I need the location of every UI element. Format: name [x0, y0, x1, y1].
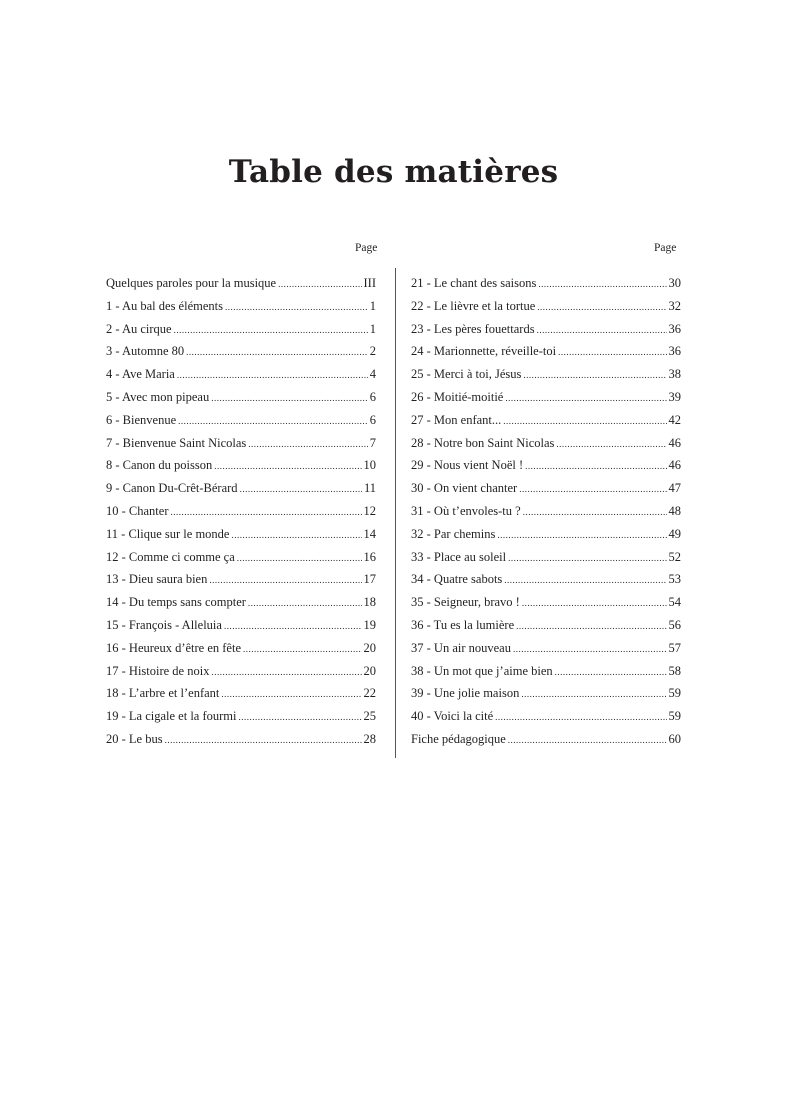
- toc-entry-page-number: 58: [668, 663, 681, 678]
- toc-entry: [411, 527, 681, 550]
- toc-entry-page-number: 36: [668, 344, 681, 359]
- dot-leader: [508, 735, 667, 745]
- dot-leader: [525, 461, 666, 471]
- toc-entry-title: 32 - Par chemins: [411, 526, 496, 541]
- toc-entry-page-number: 42: [668, 412, 681, 427]
- toc-entry-title: 8 - Canon du poisson: [106, 458, 213, 473]
- toc-entry-title: 2 - Au cirque: [106, 321, 172, 336]
- toc-entry-page-number: 36: [668, 321, 681, 336]
- toc-entry-page-number: 14: [363, 526, 376, 541]
- toc-entry-title: 25 - Merci à toi, Jésus: [411, 367, 522, 382]
- dot-leader: [521, 689, 666, 699]
- toc-entry: [411, 550, 681, 573]
- toc-entry: [411, 299, 681, 322]
- dot-leader: [248, 598, 362, 608]
- dot-leader: [537, 302, 666, 312]
- toc-entry-page-number: 46: [668, 458, 681, 473]
- toc-entry: [106, 481, 376, 504]
- toc-entry-page-number: 19: [363, 617, 376, 632]
- toc-entry-page-number: 16: [363, 549, 376, 564]
- toc-entry: [411, 572, 681, 595]
- toc-entry: [106, 664, 376, 687]
- toc-entry-title: 14 - Du temps sans compter: [106, 595, 246, 610]
- dot-leader: [523, 507, 667, 517]
- toc-entry-title: 3 - Automne 80: [106, 344, 185, 359]
- toc-entry-title: 22 - Le lièvre et la tortue: [411, 298, 536, 313]
- toc-entry: [411, 322, 681, 345]
- dot-leader: [248, 439, 368, 449]
- toc-entry-page-number: 48: [668, 503, 681, 518]
- toc-entry: [106, 618, 376, 641]
- dot-leader: [519, 484, 666, 494]
- dot-leader: [170, 507, 361, 517]
- toc-entry: [106, 322, 376, 345]
- toc-entry: [411, 618, 681, 641]
- toc-entry: [411, 481, 681, 504]
- toc-entry: [106, 550, 376, 573]
- toc-entry-title: 40 - Voici la cité: [411, 709, 494, 724]
- toc-entry: [411, 732, 681, 755]
- toc-entry-page-number: 53: [668, 572, 681, 587]
- toc-entry-page-number: 56: [668, 617, 681, 632]
- toc-entry-title: 39 - Une jolie maison: [411, 686, 520, 701]
- toc-entry-page-number: 52: [668, 549, 681, 564]
- dot-leader: [537, 325, 667, 335]
- toc-entry-page-number: 28: [363, 731, 376, 746]
- toc-entry-page-number: 46: [668, 435, 681, 450]
- toc-entry: [411, 276, 681, 299]
- right-page-column-header: Page: [654, 242, 677, 254]
- toc-entry-title: 27 - Mon enfant...: [411, 412, 502, 427]
- toc-entry-page-number: 7: [369, 435, 376, 450]
- dot-leader: [278, 279, 361, 289]
- toc-entry-title: 15 - François - Alleluia: [106, 617, 222, 632]
- toc-entry: [106, 641, 376, 664]
- toc-entry: [106, 367, 376, 390]
- toc-entry: [106, 436, 376, 459]
- dot-leader: [522, 598, 667, 608]
- dot-leader: [214, 461, 361, 471]
- toc-entry-title: 4 - Ave Maria: [106, 367, 175, 382]
- toc-entry: [106, 458, 376, 481]
- dot-leader: [174, 325, 368, 335]
- toc-entry-title: 20 - Le bus: [106, 731, 163, 746]
- dot-leader: [516, 621, 666, 631]
- toc-entry-title: 19 - La cigale et la fourmi: [106, 709, 237, 724]
- toc-entry-page-number: 22: [363, 686, 376, 701]
- toc-entry: [106, 276, 376, 299]
- dot-leader: [508, 553, 666, 563]
- toc-entry: [411, 436, 681, 459]
- toc-entry-page-number: 1: [369, 298, 376, 313]
- dot-leader: [495, 712, 666, 722]
- toc-entry-page-number: 57: [668, 640, 681, 655]
- toc-entry-page-number: 4: [369, 367, 376, 382]
- toc-entry-page-number: 2: [369, 344, 376, 359]
- dot-leader: [209, 575, 361, 585]
- toc-entry: [411, 504, 681, 527]
- toc-entry-title: 30 - On vient chanter: [411, 481, 518, 496]
- toc-entry-title: 12 - Comme ci comme ça: [106, 549, 235, 564]
- toc-entry: [106, 299, 376, 322]
- toc-entry-title: 16 - Heureux d’être en fête: [106, 640, 241, 655]
- toc-entry-page-number: 60: [668, 731, 681, 746]
- toc-entry: [106, 504, 376, 527]
- left-page-column-header: Page: [355, 242, 378, 254]
- toc-entry-page-number: 39: [668, 389, 681, 404]
- toc-entry-page-number: III: [363, 276, 376, 290]
- toc-entry-page-number: 17: [363, 572, 376, 587]
- dot-leader: [224, 621, 362, 631]
- toc-entry: [106, 732, 376, 755]
- toc-entry-page-number: 30: [668, 276, 681, 290]
- toc-entry: [106, 344, 376, 367]
- dot-leader: [178, 416, 368, 426]
- toc-entry-title: 35 - Seigneur, bravo !: [411, 595, 520, 610]
- toc-entry-page-number: 18: [363, 595, 376, 610]
- toc-entry-title: 38 - Un mot que j’aime bien: [411, 663, 553, 678]
- toc-entry-page-number: 1: [369, 321, 376, 336]
- toc-entry-title: 9 - Canon Du-Crêt-Bérard: [106, 481, 238, 496]
- toc-entry-page-number: 10: [363, 458, 376, 473]
- dot-leader: [211, 393, 368, 403]
- toc-entry: [411, 641, 681, 664]
- toc-entry-title: 28 - Notre bon Saint Nicolas: [411, 435, 555, 450]
- toc-entry-title: 10 - Chanter: [106, 503, 169, 518]
- dot-leader: [243, 644, 362, 654]
- toc-entry: [106, 595, 376, 618]
- dot-leader: [225, 302, 368, 312]
- toc-entry-title: 21 - Le chant des saisons: [411, 276, 537, 290]
- toc-entry-title: Quelques paroles pour la musique: [106, 276, 277, 290]
- toc-entry: [411, 595, 681, 618]
- toc-entry: [106, 709, 376, 732]
- toc-entry-title: 37 - Un air nouveau: [411, 640, 511, 655]
- dot-leader: [177, 370, 368, 380]
- toc-entry-page-number: 59: [668, 709, 681, 724]
- toc-entry-title: 5 - Avec mon pipeau: [106, 389, 210, 404]
- dot-leader: [497, 530, 666, 540]
- toc-entry: [106, 390, 376, 413]
- dot-leader: [231, 530, 361, 540]
- dot-leader: [523, 370, 666, 380]
- toc-entry-title: 18 - L’arbre et l’enfant: [106, 686, 220, 701]
- toc-entry: [411, 390, 681, 413]
- toc-entry-title: 24 - Marionnette, réveille-toi: [411, 344, 557, 359]
- dot-leader: [186, 347, 368, 357]
- dot-leader: [555, 667, 667, 677]
- toc-entry: [411, 458, 681, 481]
- toc-entry: [411, 413, 681, 436]
- dot-leader: [504, 575, 666, 585]
- toc-entry: [411, 367, 681, 390]
- toc-entry-page-number: 49: [668, 526, 681, 541]
- dot-leader: [503, 416, 666, 426]
- toc-entry-title: 7 - Bienvenue Saint Nicolas: [106, 435, 247, 450]
- toc-entry-page-number: 47: [668, 481, 681, 496]
- toc-entry-title: Fiche pédagogique: [411, 731, 506, 746]
- dot-leader: [165, 735, 362, 745]
- toc-entry-title: 6 - Bienvenue: [106, 412, 177, 427]
- toc-entry-page-number: 20: [363, 663, 376, 678]
- toc-entry-title: 1 - Au bal des éléments: [106, 298, 223, 313]
- toc-entry-page-number: 11: [363, 481, 376, 496]
- toc-entry-title: 11 - Clique sur le monde: [106, 526, 230, 541]
- dot-leader: [556, 439, 666, 449]
- toc-entry: [106, 527, 376, 550]
- dot-leader: [538, 279, 666, 289]
- toc-right-column: [411, 276, 681, 755]
- toc-entry-page-number: 54: [668, 595, 681, 610]
- column-divider: [395, 268, 396, 758]
- dot-leader: [211, 667, 361, 677]
- toc-entry: [411, 664, 681, 687]
- toc-entry-title: 13 - Dieu saura bien: [106, 572, 208, 587]
- toc-entry-page-number: 6: [369, 389, 376, 404]
- toc-entry-title: 31 - Où t’envoles-tu ?: [411, 503, 521, 518]
- toc-entry: [411, 686, 681, 709]
- dot-leader: [505, 393, 666, 403]
- toc-entry-page-number: 25: [363, 709, 376, 724]
- dot-leader: [240, 484, 362, 494]
- toc-entry-title: 34 - Quatre sabots: [411, 572, 503, 587]
- toc-entry-page-number: 32: [668, 298, 681, 313]
- toc-entry-title: 23 - Les pères fouettards: [411, 321, 535, 336]
- toc-entry: [106, 572, 376, 595]
- dot-leader: [221, 689, 361, 699]
- dot-leader: [239, 712, 362, 722]
- toc-entry-page-number: 12: [363, 503, 376, 518]
- toc-entry: [106, 686, 376, 709]
- page-title: Table des matières: [228, 154, 559, 190]
- toc-entry-title: 33 - Place au soleil: [411, 549, 507, 564]
- toc-entry: [106, 413, 376, 436]
- toc-entry-title: 17 - Histoire de noix: [106, 663, 210, 678]
- toc-left-column: [106, 276, 376, 755]
- toc-entry-title: 29 - Nous vient Noël !: [411, 458, 524, 473]
- toc-entry: [411, 709, 681, 732]
- toc-entry: [411, 344, 681, 367]
- toc-entry-page-number: 59: [668, 686, 681, 701]
- dot-leader: [237, 553, 362, 563]
- toc-entry-page-number: 38: [668, 367, 681, 382]
- toc-entry-page-number: 20: [363, 640, 376, 655]
- dot-leader: [558, 347, 666, 357]
- toc-entry-page-number: 6: [369, 412, 376, 427]
- toc-entry-title: 26 - Moitié-moitié: [411, 389, 504, 404]
- dot-leader: [513, 644, 667, 654]
- toc-entry-title: 36 - Tu es la lumière: [411, 617, 515, 632]
